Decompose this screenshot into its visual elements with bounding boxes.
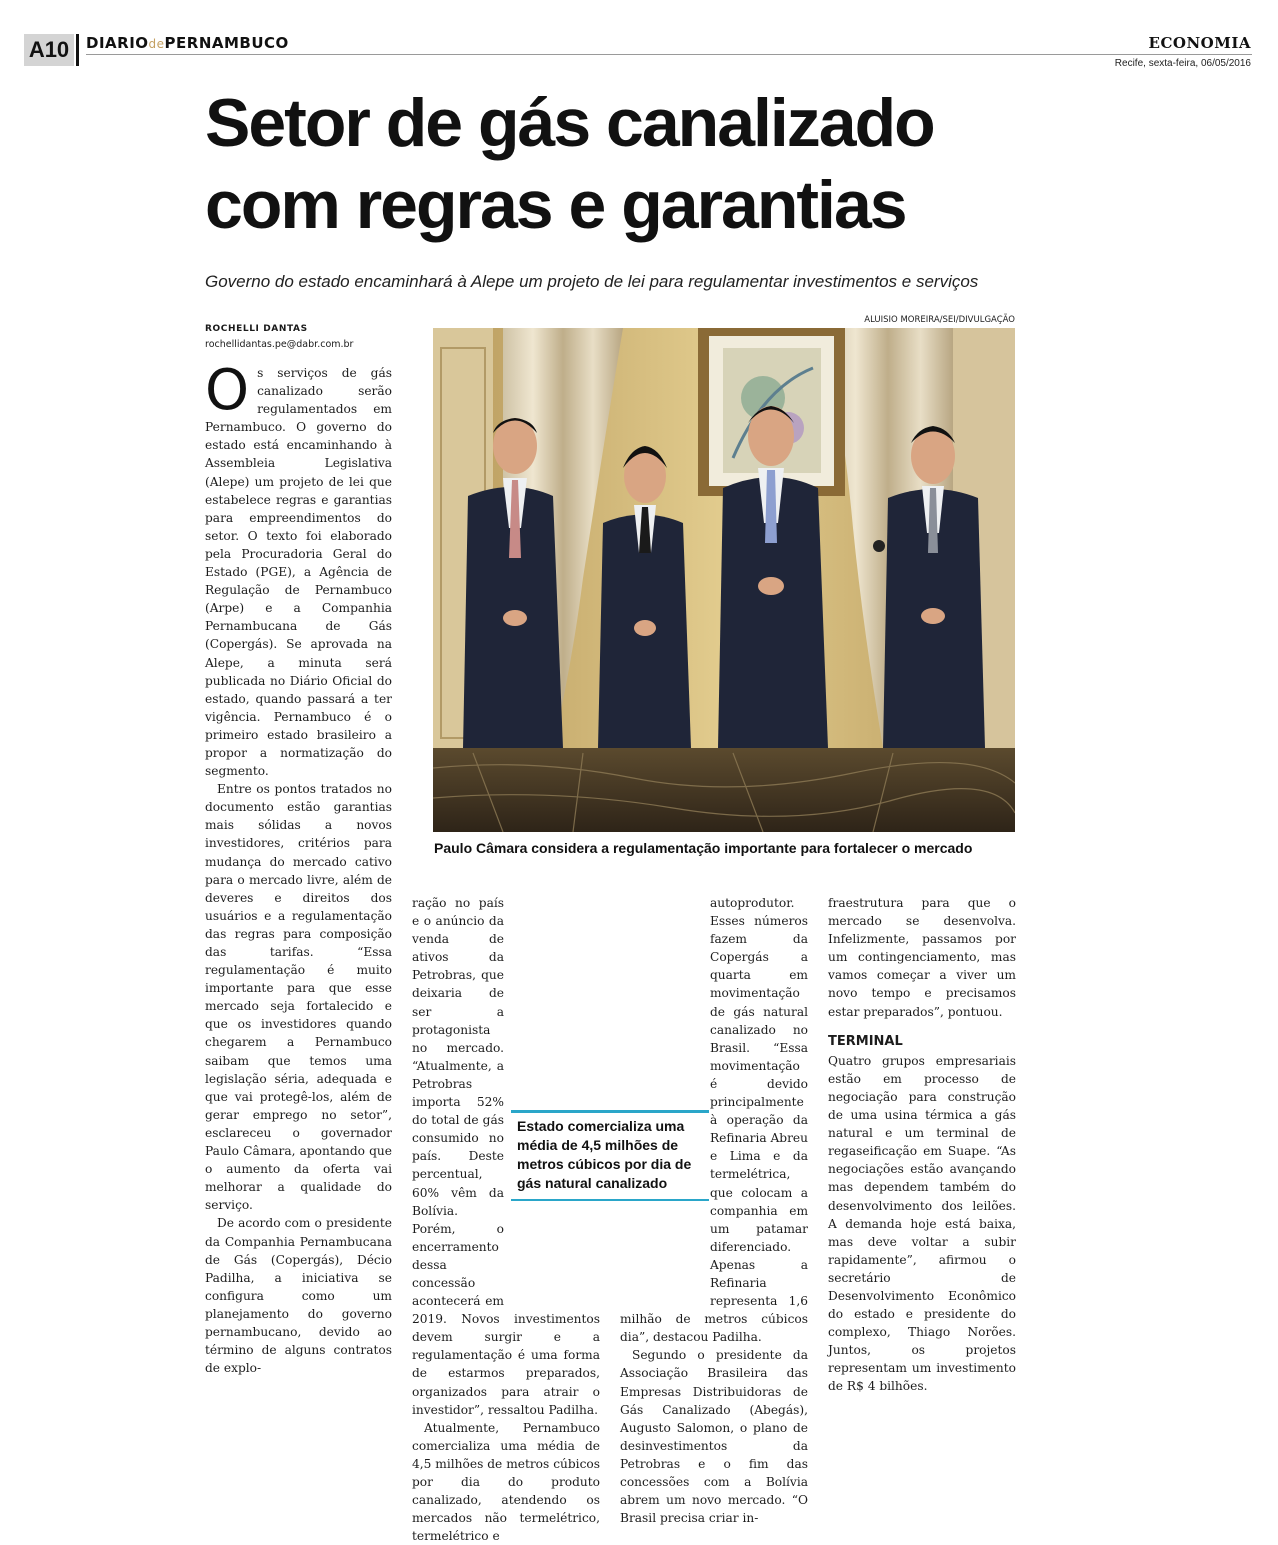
article-paragraph: De acordo com o presidente da Companhia Pernambucana de Gás (Copergás), Décio Padilha, a iniciativa se configura como um planejamento do governo pernambucano, devido ao término de alguns contratos de explo-	[205, 1216, 392, 1376]
article-paragraph: fraestrutura para que o mercado se desenvolva. Infelizmente, passamos por um contingenciamento, mas vamos começar a viver um novo tempo e precisamos estar preparados”, pontuou.	[828, 896, 1016, 1019]
article-paragraph: Atualmente, Pernambuco comercializa uma média de 4,5 milhões de metros cúbicos por dia do produto canalizado, atendendo os mercados não termelétrico, termelétrico e	[412, 1420, 600, 1544]
photo-caption: Paulo Câmara considera a regulamentação importante para fortalecer o mercado	[434, 840, 973, 856]
article-photo	[433, 328, 1015, 832]
article-column-2	[412, 894, 600, 1545]
article-paragraph: Segundo o presidente da Associação Brasileira das Empresas Distribuidoras de Gás Canalizado (Abegás), Augusto Salomon, o plano de desinvestimentos da Petrobras e o fim das concessões com a Bolívia abrem um novo mercado. “O Brasil precisa criar in-	[620, 1348, 808, 1526]
article-column-4	[828, 894, 1016, 1396]
masthead-pernambuco: PERNAMBUCO	[164, 34, 289, 52]
article-paragraph: Entre os pontos tratados no documento estão garantias mais sólidas a novos investidores, critérios para mudança do mercado cativo para o mercado livre, além de deveres e direitos dos usuários e a regulamentação das regras para composição das tarifas. “Essa regulamentação é muito importante para que esse mercado seja fortalecido e que os investidores quando chegarem a Pernambuco saibam que temos uma legislação séria, adequada e que vai protegê-los, além de gerar emprego no setor”, esclareceu o governador Paulo Câmara, apontando que o aumento da oferta vai melhorar a qualidade do serviço.	[205, 782, 392, 1213]
article-subhead: Governo do estado encaminhará à Alepe um projeto de lei para regulamentar investimentos e serviços	[205, 272, 979, 291]
page-number: A10	[24, 34, 74, 66]
article-paragraph: s serviços de gás canalizado serão regulamentados em Pernambuco. O governo do estado está encaminhando à Assembleia Legislativa (Alepe) um projeto de lei que estabelece regras e garantias para empreendimentos do setor. O texto foi elaborado pela Procuradoria Geral do Estado (PGE), a Agência de Regulação de Pernambuco (Arpe) e a Companhia Pernambucana de Gás (Copergás). Se aprovada na Alepe, a minuta será publicada no Diário Oficial do estado, quando passará a ter vigência. Pernambuco é o primeiro estado brasileiro a propor a normatização do segmento.	[205, 366, 392, 779]
header-rule	[86, 54, 1252, 55]
author-email[interactable]: rochellidantas.pe@dabr.com.br	[205, 339, 354, 350]
drop-cap: O	[205, 358, 250, 423]
masthead-diario: DIARIO	[86, 34, 149, 52]
photo-credit: ALUISIO MOREIRA/SEI/DIVULGAÇÃO	[864, 315, 1015, 325]
section-subtitle: TERMINAL	[828, 1033, 903, 1049]
article-paragraph: autoprodutor. Esses números fazem da Copergás a quarta em movimentação de gás natural canalizado no Brasil. “Essa movimentação é devido principalmente à operação da Refinaria Abreu e Lima e da termelétrica, que colocam a companhia em um patamar diferenciado. Apenas a Refinaria representa 1,6 milhão de metros cúbicos dia”, destacou Padilha.	[620, 896, 808, 1345]
pull-quote: Estado comercializa uma média de 4,5 milhões de metros cúbicos por dia de gás natural canalizado	[511, 1110, 709, 1201]
author-byline: ROCHELLI DANTAS	[205, 324, 308, 334]
page-number-divider	[76, 34, 79, 66]
article-column-1	[205, 358, 392, 1377]
section-label: ECONOMIA	[1148, 34, 1251, 52]
article-headline: Setor de gás canalizado com regras e garantias	[205, 85, 934, 243]
dateline: Recife, sexta-feira, 06/05/2016	[1114, 58, 1251, 69]
article-column-3	[620, 894, 808, 1527]
newspaper-masthead	[86, 34, 289, 52]
masthead-de: de	[148, 37, 165, 51]
article-paragraph: ração no país e o anúncio da venda de ativos da Petrobras, que deixaria de ser a protagonista no mercado. “Atualmente, a Petrobras importa 52% do total de gás consumido no país. Deste percentual, 60% vêm da Bolívia. Porém, o encerramento dessa concessão acontecerá em 2019. Novos investimentos devem surgir e a regulamentação é uma forma de estarmos preparados, organizados para atrair o investidor”, ressaltou Padilha.	[412, 896, 600, 1417]
photo-illustration	[433, 328, 1015, 832]
article-paragraph: Quatro grupos empresariais estão em processo de negociação para construção de uma usina térmica a gás natural e um terminal de regaseificação em Suape. “As negociações estão avançando mas dependem também do desenvolvimento dos leilões. A demanda hoje está baixa, mas deve voltar a subir rapidamente”, afirmou o secretário de Desenvolvimento Econômico do estado e presidente do complexo, Thiago Norões. Juntos, os projetos representam um investimento de R$ 4 bilhões.	[828, 1053, 1016, 1394]
